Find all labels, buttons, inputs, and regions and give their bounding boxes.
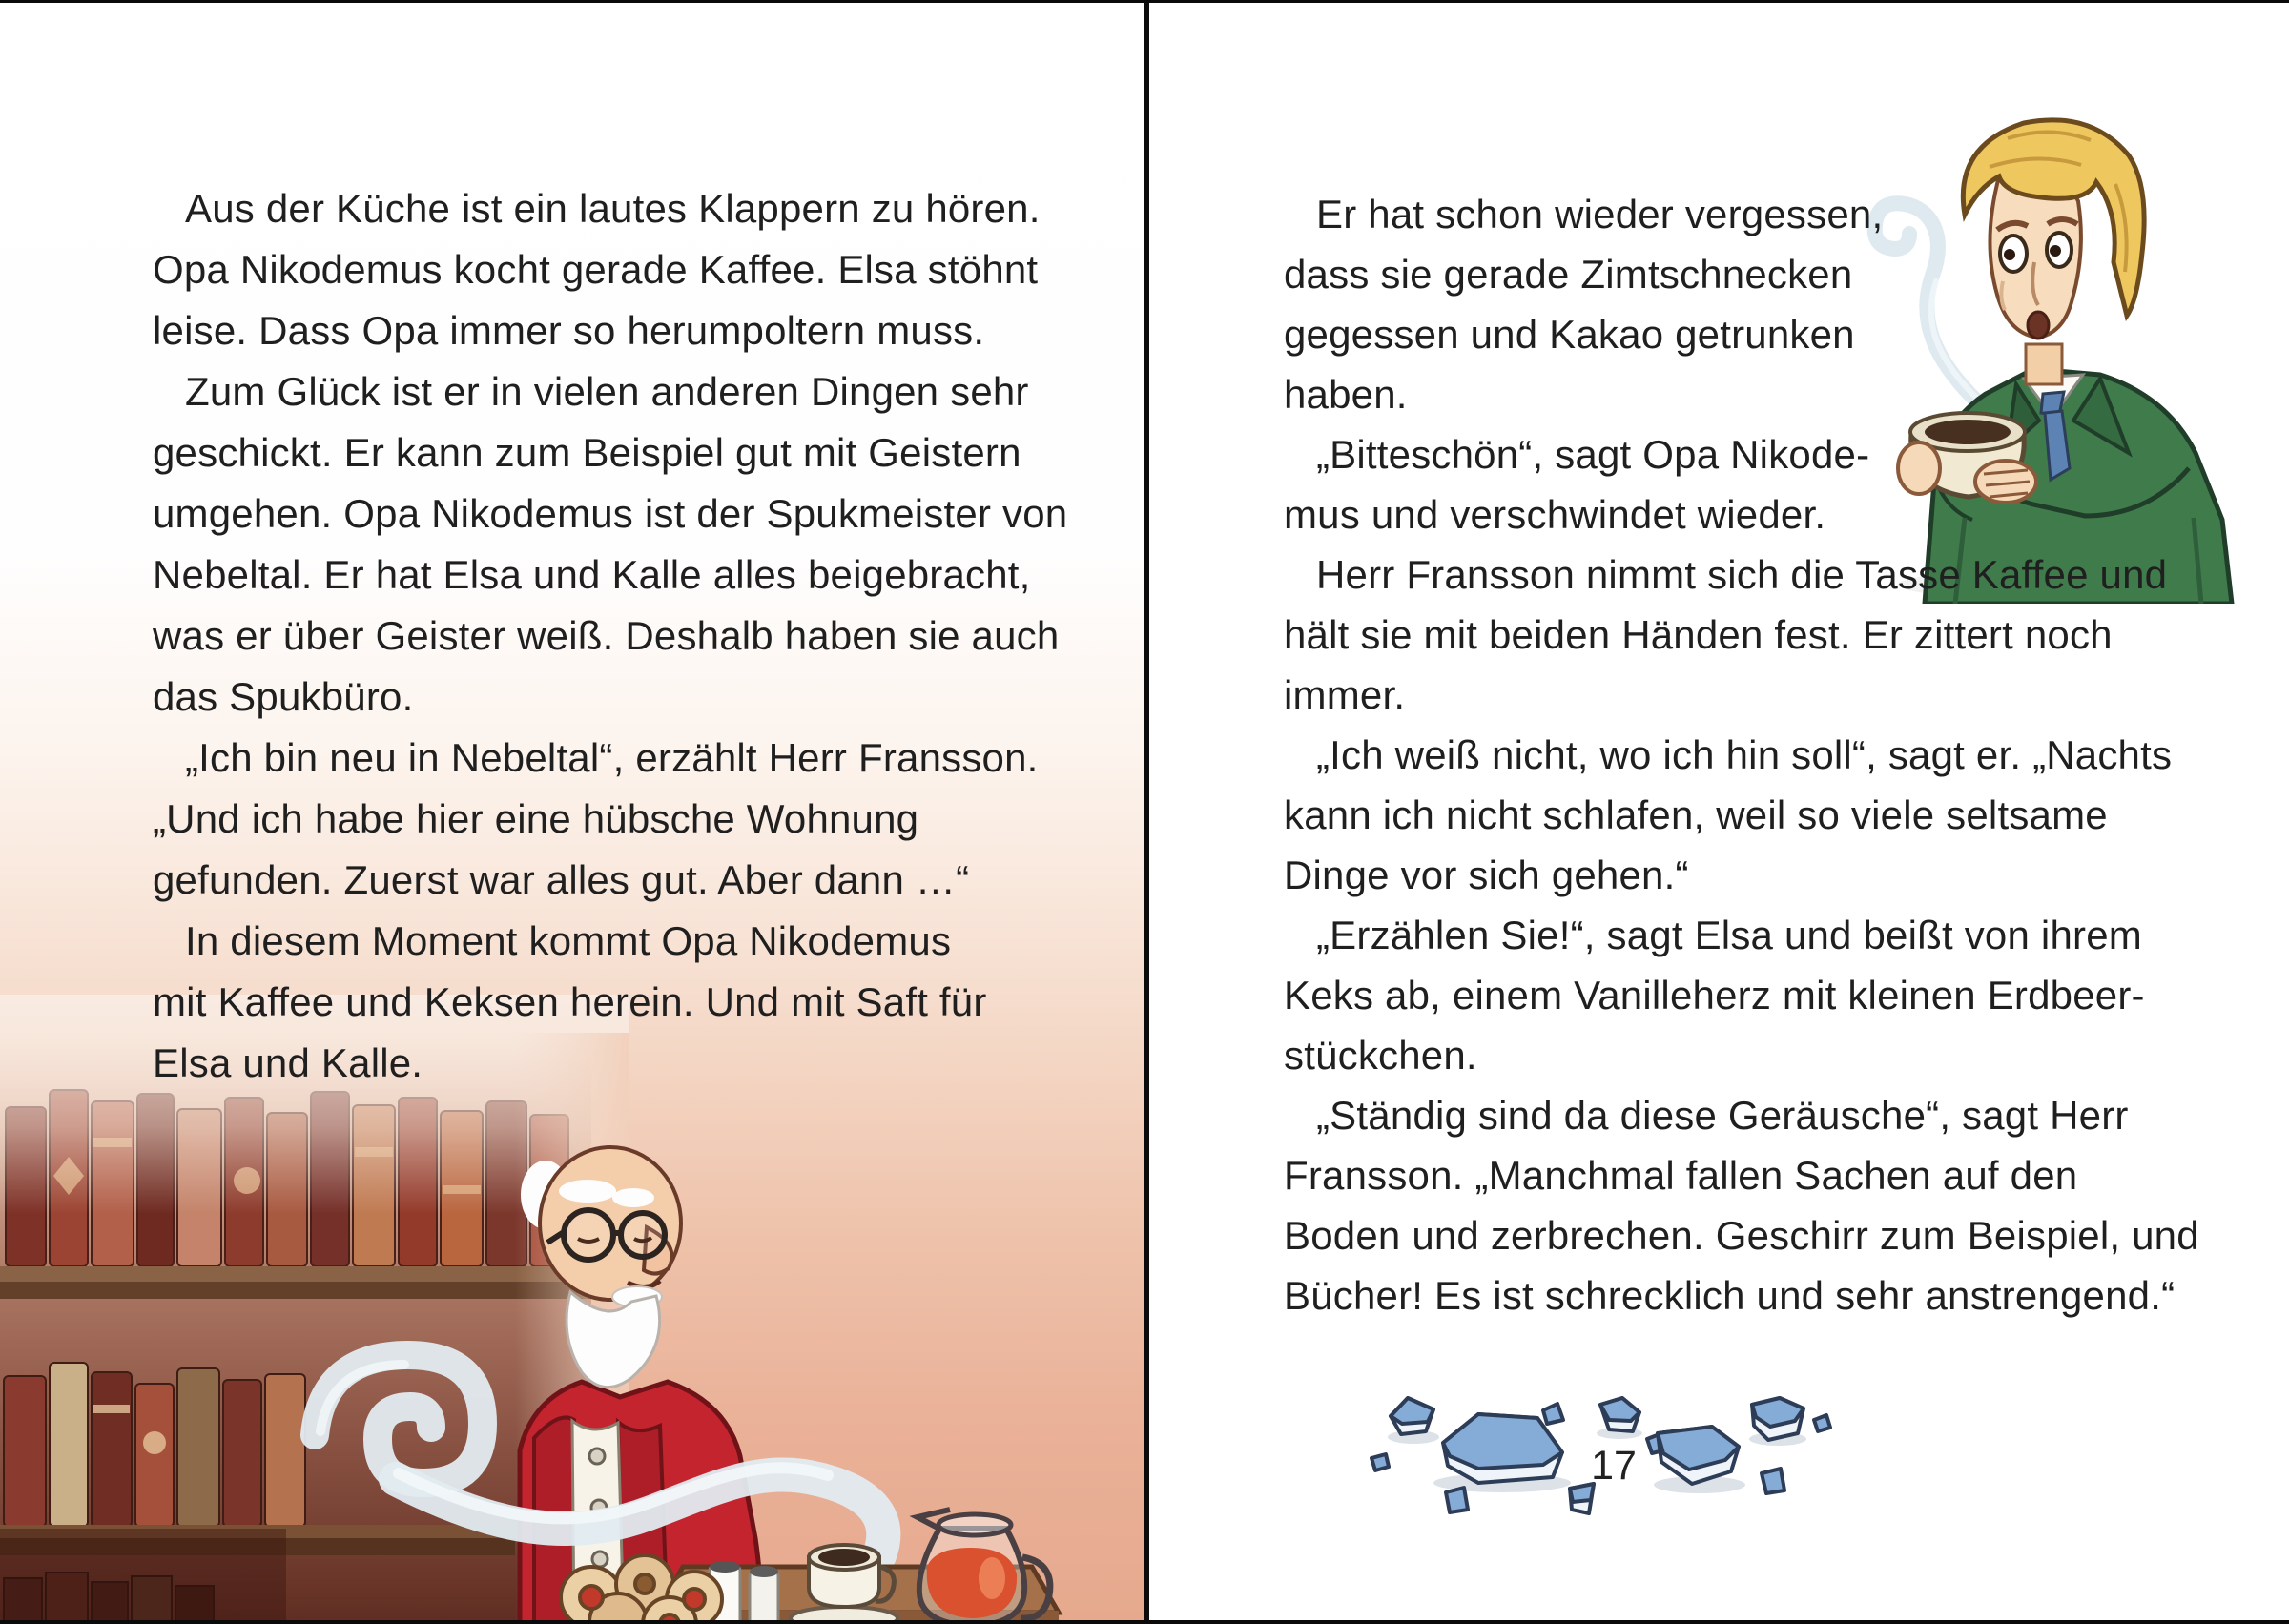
text-line: „Erzählen Sie!“, sagt Elsa und beißt von ihrem [1316,912,2142,957]
text-line: hält sie mit beiden Händen fest. Er zittert noch [1284,611,2113,657]
text-line: haben. [1284,371,1408,417]
text-line: Zum Glück ist er in vielen anderen Dingen sehr [185,369,1029,414]
text-line: „Ständig sind da diese Geräusche“, sagt Herr [1316,1092,2129,1138]
text-line: dass sie gerade Zimtschnecken [1284,251,1853,297]
text-line: kann ich nicht schlafen, weil so viele seltsame [1284,791,2108,837]
text-line: In diesem Moment kommt Opa Nikodemus [185,918,952,963]
text-line: „Ich bin neu in Nebeltal“, erzählt Herr Fransson. [185,735,1039,780]
left-page [0,3,1144,1620]
text-line: stückchen. [1284,1032,1477,1078]
left-page-text [153,178,1067,1094]
text-line: Dinge vor sich gehen.“ [1284,852,1689,897]
text-line: geschickt. Er kann zum Beispiel gut mit Geistern [153,430,1021,475]
text-line: was er über Geister weiß. Deshalb haben sie auch [153,613,1060,658]
beard [567,1286,662,1388]
text-line: Er hat schon wieder vergessen, [1316,191,1884,236]
text-line: „Und ich habe hier eine hübsche Wohnung [153,796,919,841]
text-line: Aus der Küche ist ein lautes Klappern zu hören. [185,186,1041,231]
right-page [1149,3,2289,1620]
right-page-text [1284,184,2199,1326]
text-line: gefunden. Zuerst war alles gut. Aber dann …“ [153,857,970,902]
text-line: „Bitteschön“, sagt Opa Nikode- [1316,431,1870,477]
text-line: Nebeltal. Er hat Elsa und Kalle alles beigebracht, [153,552,1031,597]
text-line: Bücher! Es ist schrecklich und sehr anstrengend.“ [1284,1272,2176,1318]
text-line: immer. [1284,671,1406,717]
text-line: mus und verschwindet wieder. [1284,491,1826,537]
text-line: mit Kaffee und Keksen herein. Und mit Saft für [153,979,987,1024]
text-line: Keks ab, einem Vanilleherz mit kleinen Erdbeer- [1284,972,2145,1018]
text-line: Boden und zerbrechen. Geschirr zum Beispiel, und [1284,1212,2199,1258]
text-line: Fransson. „Manchmal fallen Sachen auf den [1284,1152,2078,1198]
text-line: leise. Dass Opa immer so herumpoltern muss. [153,308,985,353]
text-line: das Spukbüro. [153,674,414,719]
text-line: Opa Nikodemus kocht gerade Kaffee. Elsa stöhnt [153,247,1039,292]
text-line: „Ich weiß nicht, wo ich hin soll“, sagt er. „Nachts [1316,731,2173,777]
text-line: Elsa und Kalle. [153,1040,423,1085]
text-line: umgehen. Opa Nikodemus ist der Spukmeister von [153,491,1068,536]
text-line: gegessen und Kakao getrunken [1284,311,1855,357]
page-number: 17 [1591,1442,1637,1489]
text-line: Herr Fransson nimmt sich die Tasse Kaffee und [1316,551,2168,597]
